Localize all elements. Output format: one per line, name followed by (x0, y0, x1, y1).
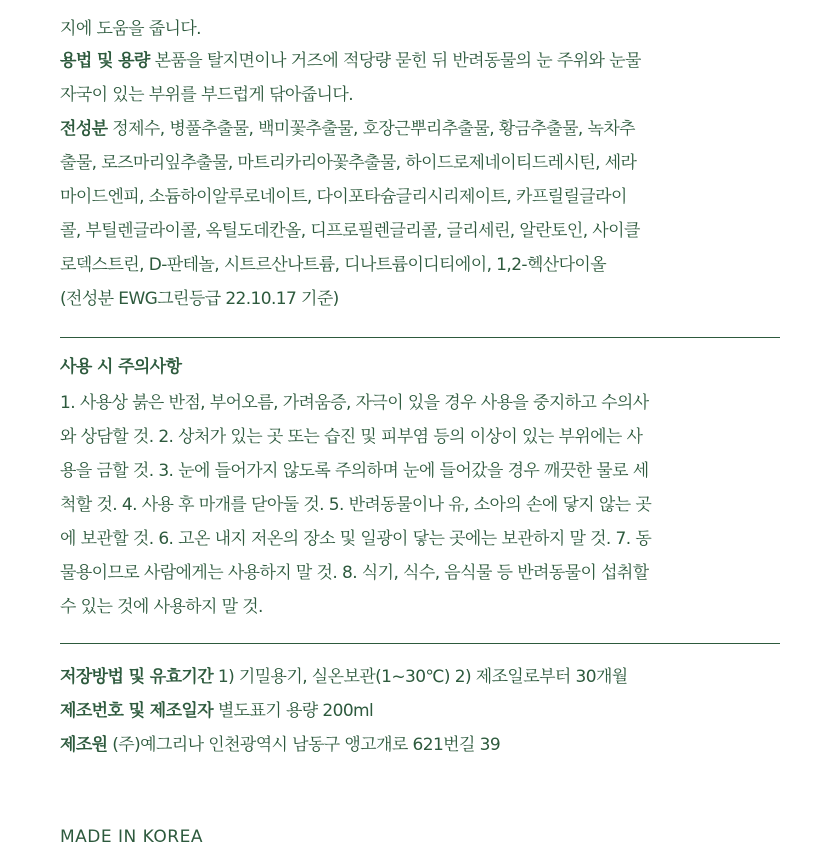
ingredients-line-3: 마이드엔피, 소듐하이알루로네이트, 다이포타슘글리시리제이트, 카프릴릴글라이 (60, 187, 627, 207)
usage-label: 용법 및 용량 (60, 51, 150, 71)
usage-line-2: 자국이 있는 부위를 부드럽게 닦아줍니다. (60, 85, 353, 105)
cautions-line-6: 물용이므로 사람에게는 사용하지 말 것. 8. 식기, 식수, 음식물 등 반려동물이 섭취할 (60, 563, 649, 583)
storage-line (60, 666, 780, 688)
lot-value: 별도표기 용량 200ml (213, 701, 374, 721)
ingredients-label: 전성분 (60, 119, 108, 139)
ingredients-line-4: 콜, 부틸렌글라이콜, 옥틸도데칸올, 디프로필렌글리콜, 글리세린, 알란토인, 사이클 (60, 221, 640, 241)
ingredients-line-2: 출물, 로즈마리잎추출물, 마트리카리아꽃추출물, 하이드로제네이티드레시틴, 세라 (60, 153, 637, 173)
lot-label: 제조번호 및 제조일자 (60, 701, 214, 721)
divider-1 (60, 337, 780, 338)
maker-label: 제조원 (60, 735, 108, 755)
cautions-heading: 사용 시 주의사항 (60, 357, 182, 377)
divider-2 (60, 643, 780, 644)
ingredients-line-5: 로덱스트린, D-판테놀, 시트르산나트륨, 디나트륨이디티에이, 1,2-헥산다이올 (60, 255, 607, 275)
storage-value: 1) 기밀용기, 실온보관(1~30℃) 2) 제조일로부터 30개월 (213, 667, 628, 687)
cautions-line-3: 용을 금할 것. 3. 눈에 들어가지 않도록 주의하며 눈에 들어갔을 경우 깨끗한 물로 세 (60, 461, 649, 481)
maker-value: (주)예그리나 인천광역시 남동구 앵고개로 621번길 39 (107, 735, 501, 755)
cautions-line-2: 와 상담할 것. 2. 상처가 있는 곳 또는 습진 및 피부염 등의 이상이 있는 부위에는 사 (60, 427, 643, 447)
maker-line (60, 734, 780, 756)
cautions-line-5: 에 보관할 것. 6. 고온 내지 저온의 장소 및 일광이 닿는 곳에는 보관하지 말 것. 7. 동 (60, 529, 652, 549)
ingredients-text-1: 정제수, 병풀추출물, 백미꽃추출물, 호장근뿌리추출물, 황금추출물, 녹차추 (112, 119, 635, 139)
cautions-line-7: 수 있는 것에 사용하지 말 것. (60, 597, 263, 617)
ingredients-line-1 (60, 118, 780, 140)
cautions-line-1: 1. 사용상 붉은 반점, 부어오름, 가려움증, 자극이 있을 경우 사용을 중지하고 수의사 (60, 393, 649, 413)
storage-label: 저장방법 및 유효기간 (60, 667, 214, 687)
ingredients-note: (전성분 EWG그린등급 22.10.17 기준) (60, 289, 339, 309)
cautions-line-4: 척할 것. 4. 사용 후 마개를 닫아둘 것. 5. 반려동물이나 유, 소아의 손에 닿지 않는 곳 (60, 495, 652, 515)
usage-text-1: 본품을 탈지면이나 거즈에 적당량 묻힌 뒤 반려동물의 눈 주위와 눈물 (154, 51, 641, 71)
usage-line-1 (60, 50, 780, 72)
intro-tail: 지에 도움을 줍니다. (60, 19, 201, 39)
made-in-korea: MADE IN KOREA (60, 827, 203, 847)
lot-line (60, 700, 780, 722)
